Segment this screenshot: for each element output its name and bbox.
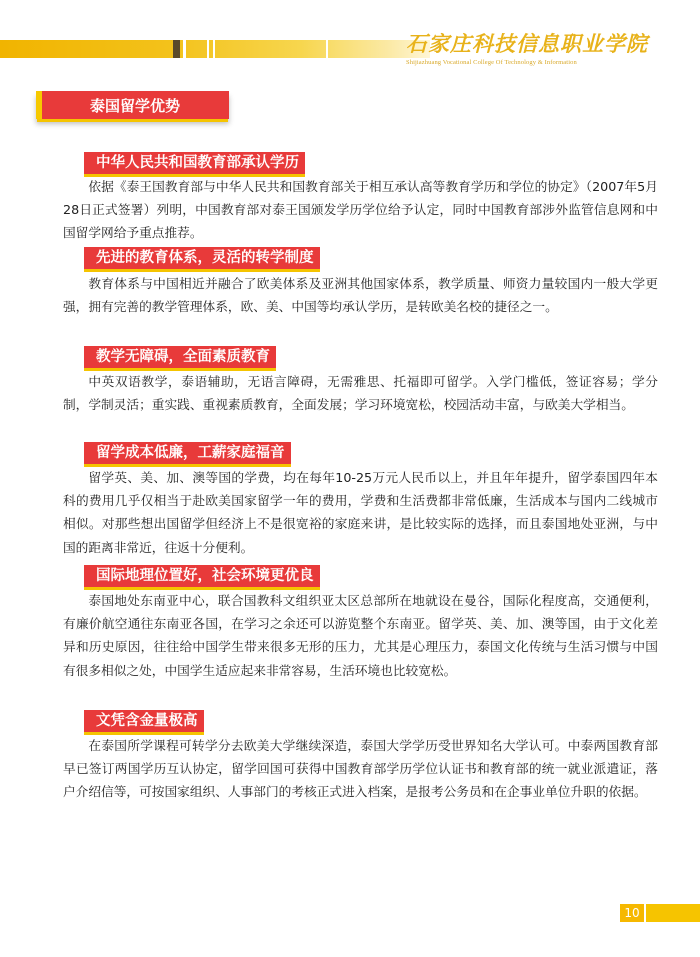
header-stripe-gap bbox=[326, 40, 328, 58]
school-name-en: Shijiazhuang Vocational College Of Technology & Information bbox=[406, 59, 577, 66]
section-body: 留学英、美、加、澳等国的学费，均在每年10-25万元人民币以上，并且年年提升，留学泰国四年本科的费用几乎仅相当于赴欧美国家留学一年的费用，学费和生活费都非常低廉，生活成本与国内二线城市相似。对那些想出国留学但经济上不是很宽裕的家庭来讲，是比较实际的选择，而且泰国地处亚洲，与中国的距离非常近，往返十分便利。 bbox=[63, 470, 658, 555]
section-heading: 教学无障碍，全面素质教育 bbox=[84, 346, 276, 371]
section-heading: 留学成本低廉，工薪家庭福音 bbox=[84, 442, 291, 467]
header-stripe bbox=[0, 40, 430, 58]
section-body: 中英双语教学，泰语辅助，无语言障碍，无需雅思、托福即可留学。入学门槛低，签证容易；学分制，学制灵活；重实践、重视素质教育，全面发展；学习环境宽松，校园活动丰富，与欧美大学相当。 bbox=[63, 374, 658, 413]
header-stripe-gap bbox=[213, 40, 215, 58]
page-title-accent-bar bbox=[36, 91, 42, 119]
section-heading: 先进的教育体系，灵活的转学制度 bbox=[84, 247, 320, 272]
header-stripe-gap bbox=[183, 40, 186, 58]
school-name-cn: 石家庄科技信息职业学院 bbox=[406, 31, 648, 56]
section-heading: 国际地理位置好，社会环境更优良 bbox=[84, 565, 320, 590]
page-title-box bbox=[36, 91, 229, 119]
section-body: 教育体系与中国相近并融合了欧美体系及亚洲其他国家体系，教学质量、师资力量较国内一般大学更强，拥有完善的教学管理体系，欧、美、中国等均承认学历，是转欧美名校的捷径之一。 bbox=[63, 276, 658, 315]
footer-bar bbox=[646, 904, 700, 922]
page-title: 泰国留学优势 bbox=[90, 97, 181, 115]
section-heading: 中华人民共和国教育部承认学历 bbox=[84, 152, 305, 177]
header-stripe-gap bbox=[207, 40, 209, 58]
section-body: 在泰国所学课程可转学分去欧美大学继续深造，泰国大学学历受世界知名大学认可。中泰两国教育部早已签订两国学历互认协定，留学回国可获得中国教育部学历学位认证书和教育部的统一就业派遣证，落户介绍信等，可按国家组织、人事部门的考核正式进入档案，是报考公务员和在企事业单位升职的依据。 bbox=[63, 738, 658, 800]
section-heading: 文凭含金量极高 bbox=[84, 710, 204, 735]
section-body: 依据《泰王国教育部与中华人民共和国教育部关于相互承认高等教育学历和学位的协定》（2007年5月28日正式签署）列明，中国教育部对泰王国颁发学历学位给予认定，同时中国教育部涉外监管信息网和中国留学网给予重点推荐。 bbox=[63, 179, 658, 241]
page-number: 10 bbox=[620, 904, 644, 922]
section-body: 泰国地处东南亚中心，联合国教科文组织亚太区总部所在地就设在曼谷，国际化程度高，交通便利，有廉价航空通往东南亚各国，在学习之余还可以游览整个东南亚。留学英、美、加、澳等国，由于文化差异和历史原因，往往给中国学生带来很多无形的压力，尤其是心理压力，泰国文化传统与生活习惯与中国有很多相似之处，中国学生适应起来非常容易，生活环境也比较宽松。 bbox=[63, 593, 658, 678]
school-logo bbox=[406, 28, 648, 66]
header-stripe-accent bbox=[173, 40, 180, 58]
